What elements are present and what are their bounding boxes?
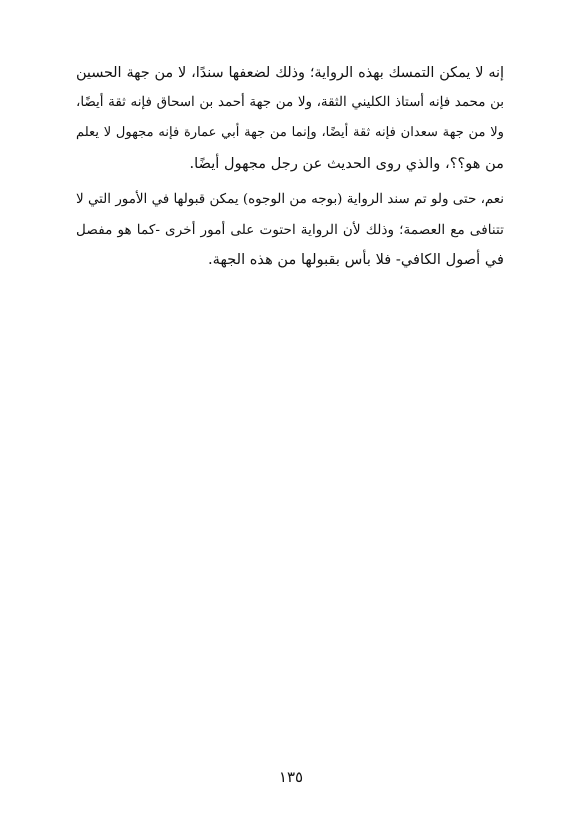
body-text bbox=[76, 58, 504, 281]
paragraph-2 bbox=[76, 185, 504, 276]
text-line: تتنافى مع العصمة؛ وذلك لأن الرواية احتوت على أمور أخرى -كما هو مفصل bbox=[76, 222, 504, 239]
text-line: من هو؟؟، والذي روى الحديث عن رجل مجهول أيضًا. bbox=[189, 154, 504, 172]
paragraph-1 bbox=[76, 58, 504, 179]
text-line: بن محمد فإنه أستاذ الكليني الثقة، ولا من جهة أحمد بن اسحاق فإنه ثقة أيضًا، bbox=[76, 95, 504, 111]
page-number: ١٣٥ bbox=[278, 768, 304, 786]
text-line: ولا من جهة سعدان فإنه ثقة أيضًا، وإنما من جهة أبي عمارة فإنه مجهول لا يعلم bbox=[76, 125, 504, 141]
text-line: إنه لا يمكن التمسك بهذه الرواية؛ وذلك لضعفها سندًا، لا من جهة الحسين bbox=[76, 65, 504, 81]
text-line: نعم، حتى ولو تم سند الرواية (بوجه من الوجوه) يمكن قبولها في الأمور التي لا bbox=[76, 191, 504, 207]
text-line: في أصول الكافي- فلا بأس بقبولها من هذه الجهة. bbox=[208, 251, 504, 269]
